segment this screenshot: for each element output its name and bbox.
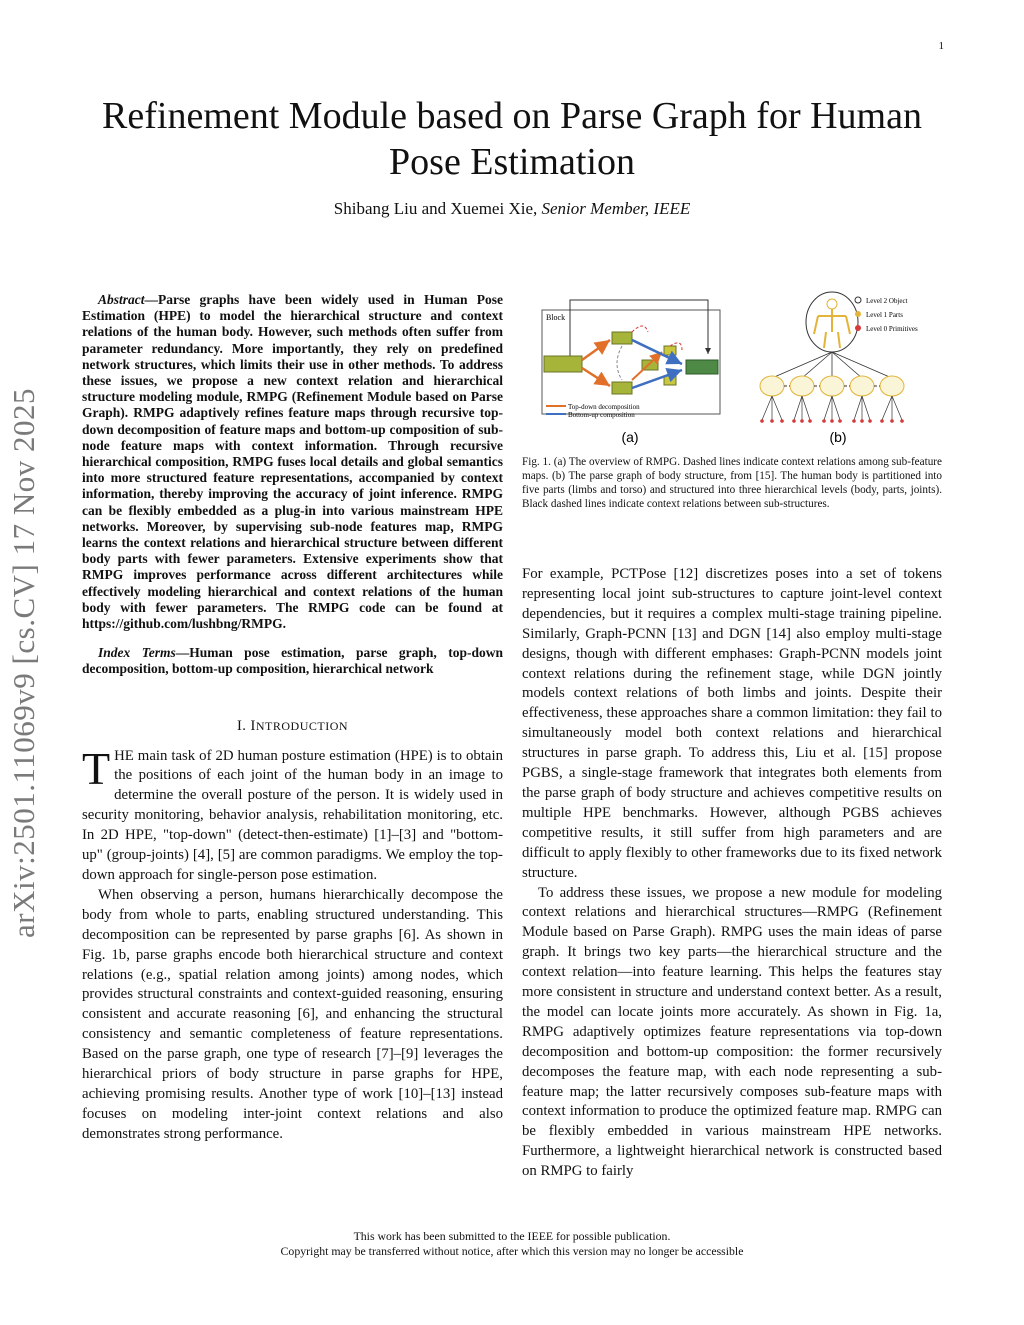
sub-sub-block-1	[664, 346, 676, 355]
context-relation-2	[632, 326, 648, 332]
author-role: Senior Member, IEEE	[541, 199, 691, 218]
left-arm-line	[814, 316, 818, 334]
context-relation-1	[617, 346, 622, 380]
drop-cap: T	[82, 742, 111, 794]
intro-p1-text: HE main task of 2D human posture estimation (HPE) is to obtain the positions of each joint of the human body in an image to determine the overall posture of the person. It is widely used in security monitoring, behavior analysis, rehabilitation monitoring, etc. In 2D HPE, "top-down" (detect-then-estimate) [1]–[3] and "bottom-up" (group-joints) [4], [5] are common paradigms. We employ the top-down approach for single-person pose estimation.	[82, 747, 503, 884]
left-column	[82, 292, 503, 1145]
figure-1	[522, 290, 942, 450]
legend-level1-marker	[855, 311, 861, 317]
legend-level2-marker	[855, 297, 861, 303]
index-terms	[82, 645, 503, 677]
sub-block-top	[612, 332, 632, 344]
right-column	[522, 565, 942, 1182]
block-label: Block	[546, 313, 566, 322]
paper-title: Refinement Module based on Parse Graph for Human Pose Estimation	[102, 95, 922, 183]
index-terms-lead: Index Terms	[98, 645, 176, 661]
level1-edges	[772, 352, 892, 378]
figure-1-graphic	[522, 290, 942, 450]
level0-primitive-nodes	[760, 419, 904, 423]
section-heading	[82, 717, 503, 737]
legend-topdown: Top-down decomposition	[568, 403, 640, 411]
right-leg-line	[838, 332, 840, 348]
right-paragraph-1: For example, PCTPose [12] discretizes poses into a set of tokens representing local joint sub-structures to capture joint-level context dependencies, but it requires a complex multi-stage training pipeline. Similarly, Graph-PCNN [13] and DGN [14] also employ multi-stage designs, though with different emphases: Graph-PCNN models joint context relations during the refinement stage, while DGN jointly models context relations of both limbs and joints. Despite their effectiveness, these approaches share a common limitation: they fail to simultaneously model both context relations and hierarchical structures in parse graph. To address this, Liu et al. [15] propose PGBS, a single-stage framework that integrates both elements from the parse graph of body structure and achieves competitive results on multiple HPE benchmarks. However, although PGBS achieves competitive results, it still suffer from high parameters and are difficult to apply flexibly to other frameworks due to its fixed network structure.	[522, 566, 942, 881]
copyright-notice: Copyright may be transferred without notice, after which this version may no longer be accessible	[280, 1244, 744, 1258]
authors	[80, 199, 944, 219]
figure-1-caption: Fig. 1. (a) The overview of RMPG. Dashed lines indicate context relations among sub-feature maps. (b) The parse graph of body structure, from [15]. The human body is partitioned into five parts (limbs and torso) and structured into three hierarchical levels (body, parts, joints). Black dashed lines indicate context relations between sub-structures.	[522, 456, 942, 510]
abstract	[82, 292, 503, 632]
section-title-rest: NTRODUCTION	[255, 718, 349, 733]
index-terms-text: —Human pose estimation, parse graph, top-down decomposition, bottom-up composition, hierarchical network	[82, 645, 503, 677]
legend-bottomup: Bottom-up composition	[568, 411, 635, 419]
right-paragraph-2: To address these issues, we propose a new module for modeling context relations and hierarchical structures—RMPG (Refinement Module based on Parse Graph). RMPG uses the main ideas of parse graph. It brings two key parts—the hierarchical structure and the context relation—into feature learning. This helps the features stay more consistent in structure and understand context better. As a result, the model can locate joints more accurately. As shown in Fig. 1a, RMPG adaptively optimizes feature representations via top-down decomposition and bottom-up composition: the former recursively decomposes the feature map, with each node representing a sub-feature map; the latter recursively composes sub-feature maps with context information to produce the optimized feature map. RMPG can be flexibly embedded in various mainstream HPE networks. Furthermore, a lightweight hierarchical network is constructed based on RMPG to fairly	[522, 884, 942, 1180]
output-feature-block	[686, 360, 718, 374]
figure-1a	[542, 300, 720, 445]
skip-connection	[570, 300, 708, 360]
legend-level1: Level 1 Parts	[866, 311, 903, 319]
left-leg-line	[824, 332, 826, 348]
sub-block-bottom	[612, 382, 632, 394]
topdown-arrow-1	[582, 340, 610, 360]
right-arm-line	[846, 316, 850, 334]
subfigure-b-label: (b)	[829, 429, 847, 445]
author-names: Shibang Liu and Xuemei Xie,	[333, 199, 542, 218]
head-joint	[827, 299, 837, 309]
abstract-lead: Abstract	[98, 292, 145, 307]
legend-level0: Level 0 Primitives	[866, 325, 918, 333]
abstract-text: —Parse graphs have been widely used in Human Pose Estimation (HPE) to model the hierarchical structure and context relations of the human body. However, such methods often suffer from parameter redundancy. More importantly, they rely on predefined network structures, which limits their use in other methods. To address these issues, we propose a new context relation and hierarchical structure modeling module, RMPG (Refinement Module based on Parse Graph). RMPG adaptively refines feature maps through recursive top-down decomposition of feature maps and bottom-up composition of sub-node feature maps with context information. Through recursive hierarchical composition, RMPG fuses local details and global semantics into more structured feature representations, accompanied by context information, thereby improving the accuracy of joint inference. RMPG can be flexibly embedded as a plug-in into various mainstream HPE networks. Moreover, by supervising sub-node features map, RMPG learns the context relations and hierarchical structure between different body parts with fewer parameters. Extensive experiments show that RMPG improves performance across different architectures while effectively modeling hierarchical and context relations of the human body with fewer parameters. The RMPG code can be found at https://github.com/lushbng/RMPG.	[82, 292, 503, 632]
topdown-arrow-2	[582, 368, 610, 386]
sub-sub-block-2	[664, 376, 676, 385]
section-number: I.	[236, 717, 247, 734]
legend-level2: Level 2 Object	[866, 297, 908, 305]
figure-1b	[760, 292, 918, 445]
arxiv-stamp: arXiv:2501.11069v9 [cs.CV] 17 Nov 2025	[6, 388, 41, 938]
input-feature-block	[544, 356, 582, 372]
level0-edges	[762, 396, 902, 420]
section-title-first: I	[250, 717, 256, 734]
submission-notice: This work has been submitted to the IEEE for possible publication.	[353, 1229, 671, 1243]
legend-level0-marker	[855, 325, 861, 331]
intro-paragraph-1	[82, 742, 503, 886]
intro-paragraph-2: When observing a person, humans hierarchically decompose the body from whole to parts, enabling structured understanding. This decomposition can be represented by parse graphs [6]. As shown in Fig. 1b, parse graphs encode both hierarchical structure and context relations (e.g., spatial relation among joints) among nodes, which provides structural constraints and context-guided reasoning, ensuring consistent and accurate reasoning [6], and enhancing the structural consistency and semantic completeness of feature representations. Based on the parse graph, one type of research [7]–[9] leverages the hierarchical priors of body structure in parse graphs for HPE, achieving promising results. Another type of work [10]–[13] instead focuses on modeling inter-joint context relations and also demonstrates strong performance.	[82, 886, 503, 1142]
page-number: 1	[938, 40, 944, 52]
level1-part-nodes	[760, 376, 904, 396]
subfigure-a-label: (a)	[621, 429, 639, 445]
